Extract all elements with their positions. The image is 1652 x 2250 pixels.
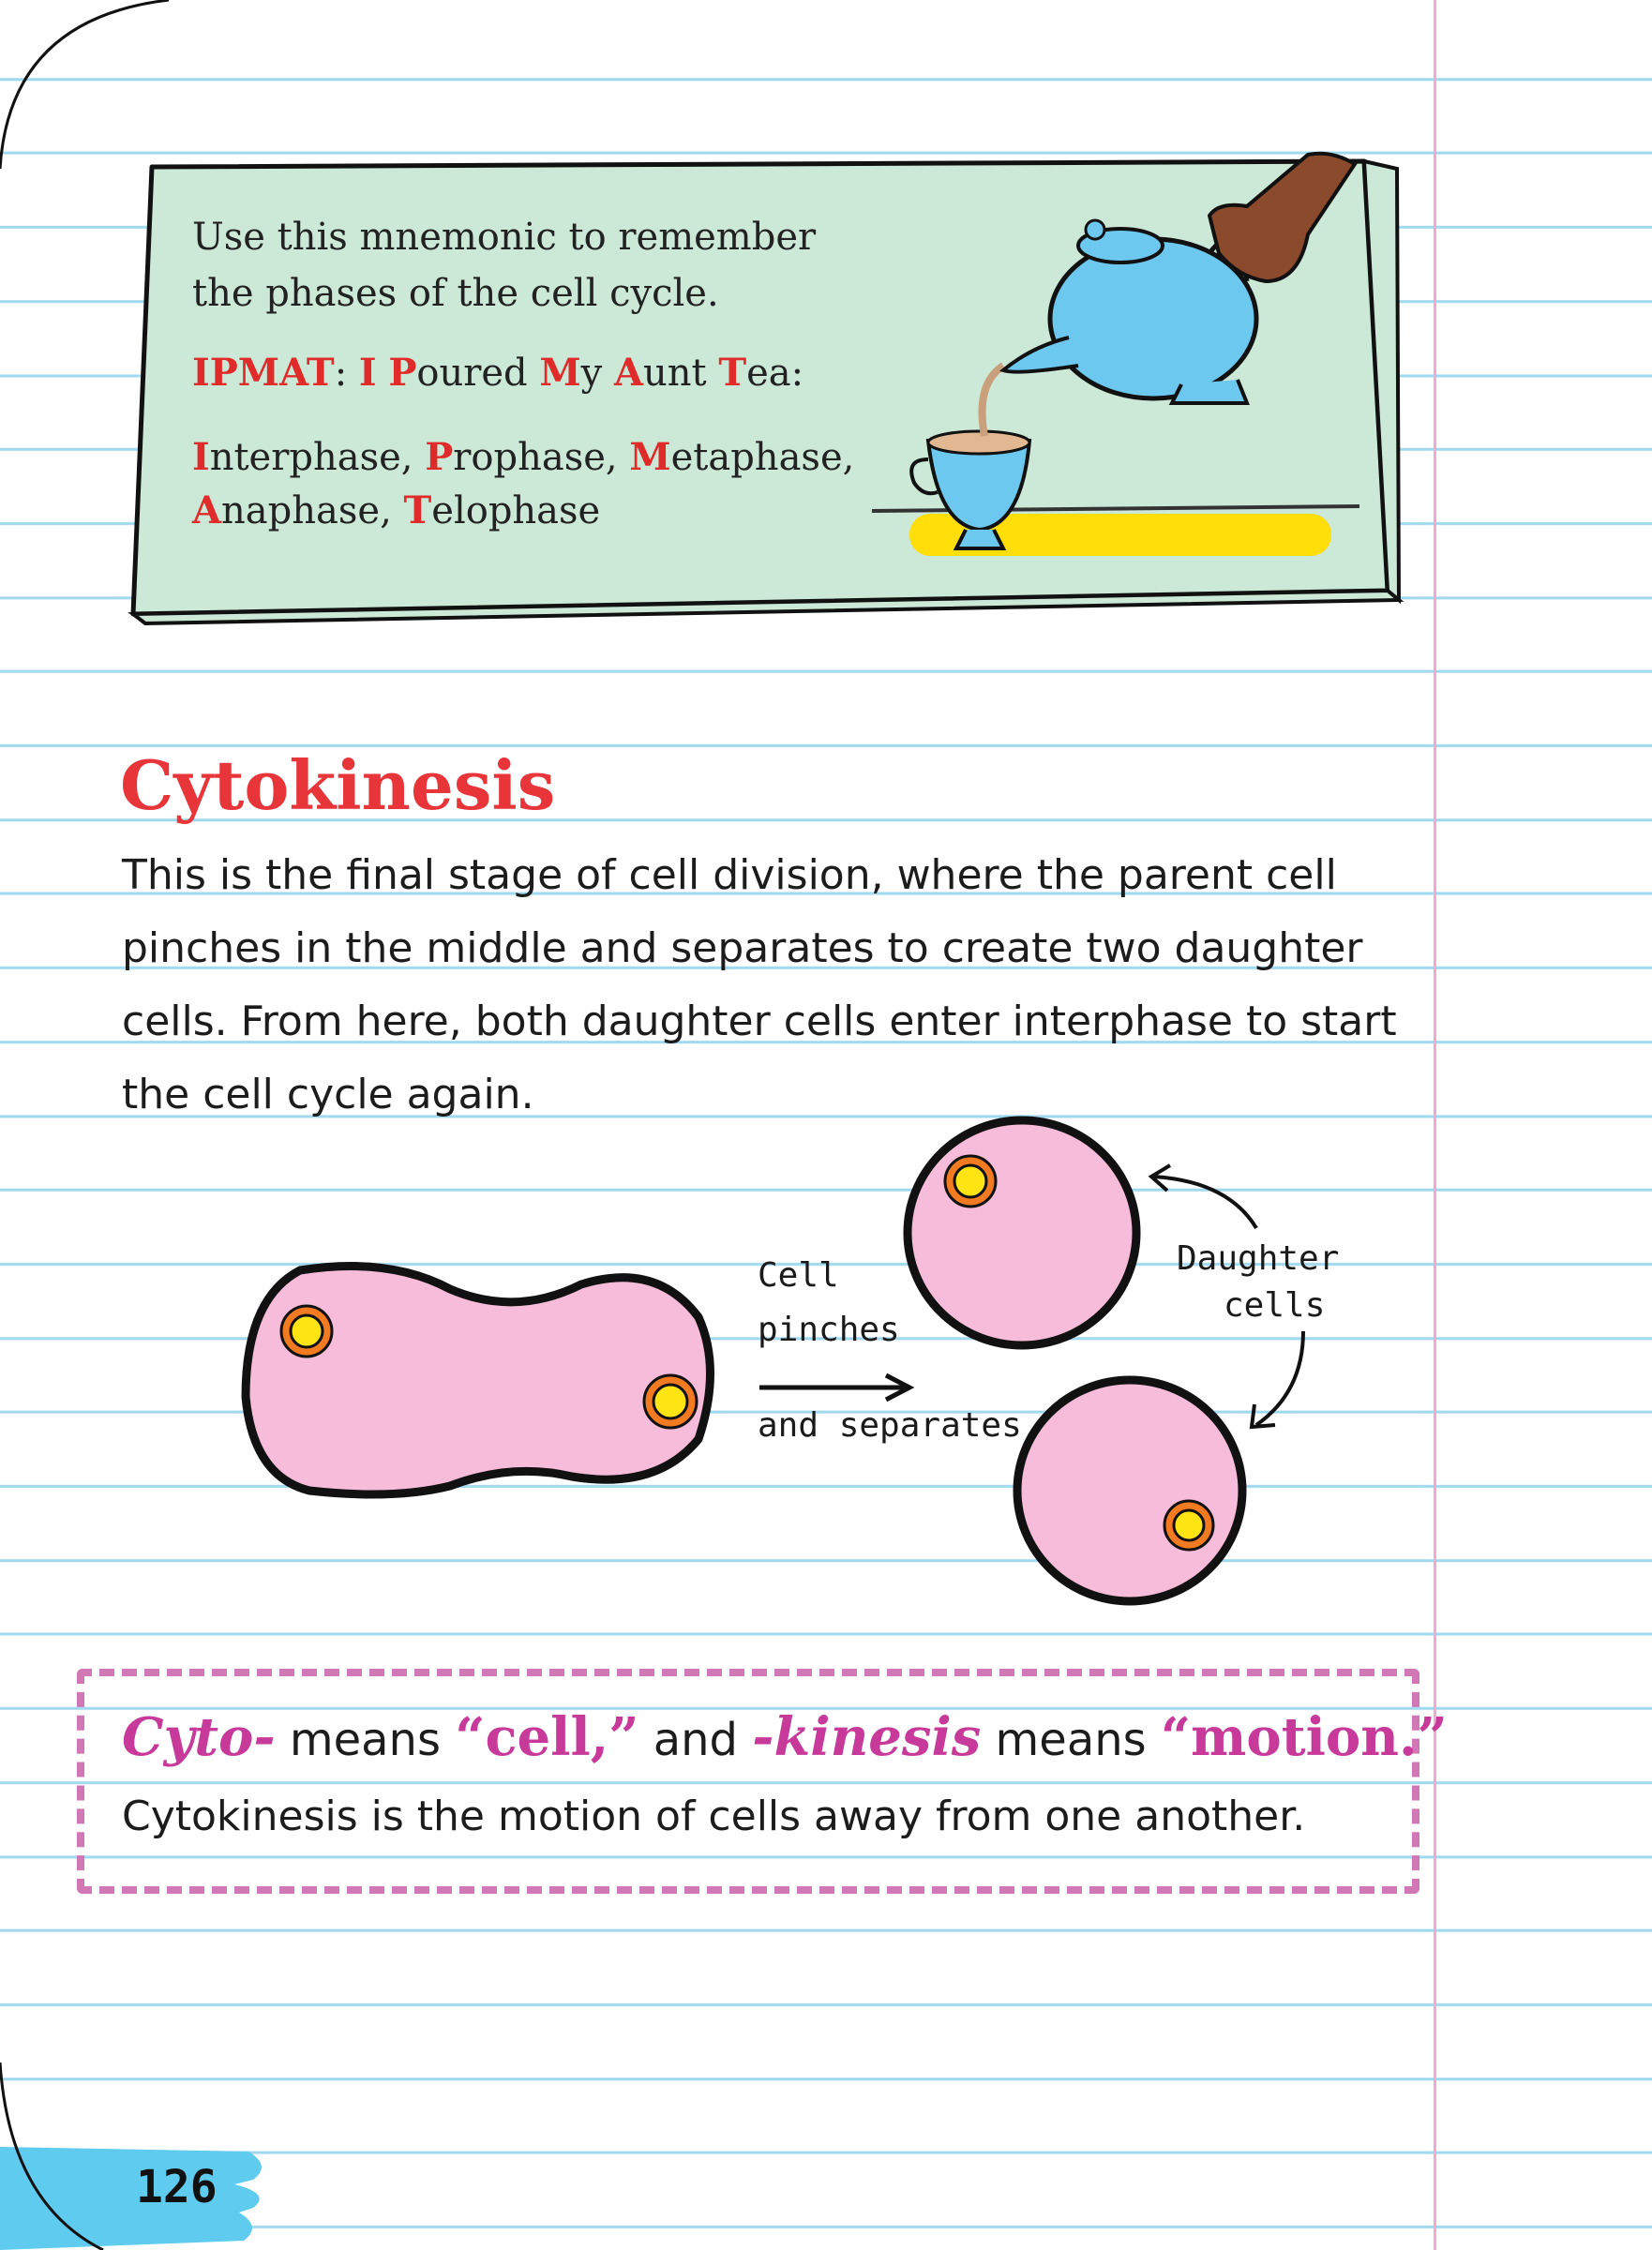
label-pinches: pinches <box>758 1311 900 1349</box>
label-cells: cells <box>1224 1286 1326 1325</box>
label-and-separates: and separates <box>758 1406 1022 1445</box>
definition-line1: Cyto- means “cell,” and -kinesis means “motion.” <box>122 1706 1448 1768</box>
daughter-cell-top <box>908 1120 1136 1345</box>
mnemonic-acronym-line: IPMAT: I Poured My Aunt Tea: <box>192 351 804 395</box>
daughter-cell-bottom <box>1017 1380 1242 1601</box>
mnemonic-intro-line1: Use this mnemonic to remember <box>192 216 817 259</box>
definition-box <box>77 1669 1419 1894</box>
page-number: 126 <box>136 2161 218 2213</box>
section-body: This is the final stage of cell division, where the parent cell pinches in the middle and separates to create two daughter cells. From here, both daughter cells enter interphase to start the cell cycle again. <box>122 851 1397 1118</box>
acronym-ipmat: IPMAT <box>192 351 335 395</box>
page-number-tab <box>0 2062 300 2250</box>
definition-line2: Cytokinesis is the motion of cells away from one another. <box>122 1792 1306 1840</box>
section-heading: Cytokinesis <box>120 745 556 825</box>
mnemonic-intro-line2: the phases of the cell cycle. <box>192 272 719 315</box>
parent-cell <box>246 1267 711 1495</box>
mnemonic-phases-line1: Interphase, Prophase, Metaphase, <box>192 435 855 479</box>
label-cell: Cell <box>758 1256 839 1295</box>
mnemonic-phases-line2: Anaphase, Telophase <box>192 488 601 532</box>
label-daughter: Daughter <box>1177 1239 1340 1278</box>
